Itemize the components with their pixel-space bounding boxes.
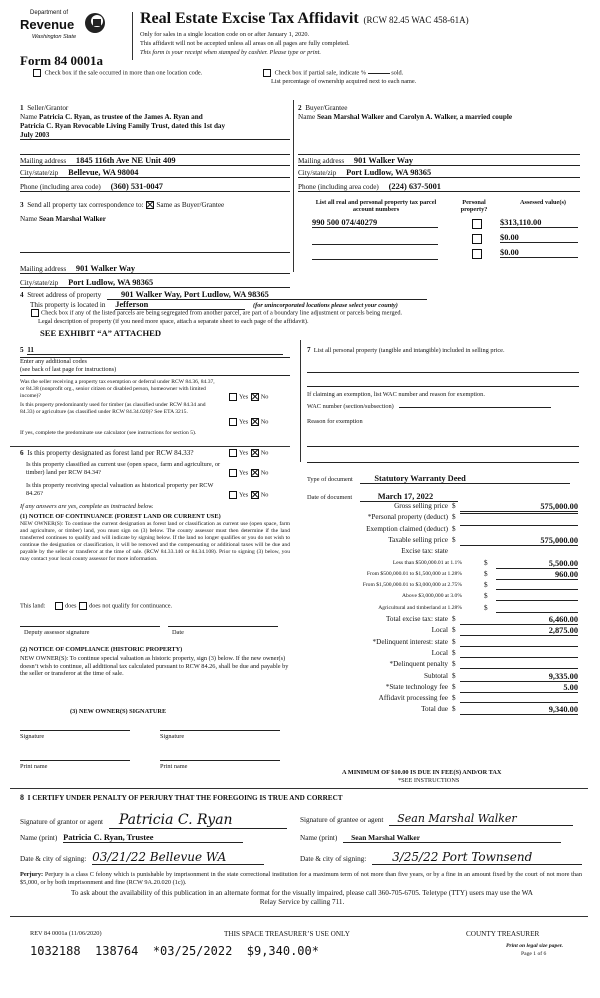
seller-buyer-divider: [293, 100, 294, 272]
page-number: Page 1 of 6: [521, 951, 547, 957]
grantor-date-value[interactable]: 03/21/22 Bellevue WA: [92, 850, 264, 865]
buyer-phone-label: Phone (including area code): [298, 183, 379, 191]
buyer-mailing-row: [298, 154, 580, 166]
sec6-q3-yes-checkbox[interactable]: [229, 491, 237, 499]
this-land-row: [20, 602, 172, 610]
multi-location-checkbox[interactable]: [33, 69, 41, 77]
grantor-date-label: Date & city of signing:: [20, 855, 87, 863]
grantor-signature[interactable]: Patricia C. Ryan: [109, 812, 287, 829]
sec6-q2-answer: [228, 469, 268, 477]
sec6-q1-answer: [228, 449, 268, 457]
new-owner-sig-title: (3) NEW OWNER(S) SIGNATURE: [70, 708, 167, 715]
deputy-sig-label: Deputy assessor signature: [24, 629, 90, 636]
assessed-value[interactable]: $0.00: [500, 233, 578, 243]
same-as-buyer-label: Same as Buyer/Grantee: [156, 201, 225, 209]
form-revision: REV 84 0001a (11/06/2020): [30, 930, 102, 937]
tax-corr-city-value[interactable]: Port Ludlow, WA 98365: [68, 278, 154, 287]
certify-row: 8 I CERTIFY UNDER PENALTY OF PERJURY THAT THE FOREGOING IS TRUE AND CORRECT: [20, 793, 343, 802]
grantee-sig-label: Signature of grantee or agent: [300, 816, 384, 824]
does-not-label: does not qualify for continuance.: [89, 602, 173, 610]
owner-print-line-1[interactable]: [20, 760, 130, 761]
header-note-1: Only for sales in a single location code on or after January 1, 2020.: [140, 31, 310, 38]
sec6-q2: Is this property classified as current use (open space, farm and agriculture, or timber) land per RCW 84.34?: [26, 461, 221, 476]
doc-type-label: Type of document: [307, 476, 353, 483]
segregated-row: [30, 309, 402, 317]
same-as-buyer-checkbox[interactable]: [146, 201, 154, 209]
grantor-sig-row: [20, 812, 287, 829]
tax-calculation: [300, 502, 580, 752]
revenue-logo-icon: [84, 12, 106, 36]
parcel-row-2: [312, 233, 580, 245]
no-label: No: [260, 418, 269, 426]
seller-mailing-value[interactable]: 1845 116th Ave NE Unit 409: [75, 156, 176, 165]
dollar-sign: $: [484, 581, 488, 590]
form-statute: (RCW 82.45 WAC 458-61A): [363, 15, 469, 25]
grantor-name-value[interactable]: Patricia C. Ryan, Trustee: [63, 833, 243, 843]
segregated-label: Check box if any of the listed parcels are being segregated from another parcel, are part of a boundary line adjustment or parcels being merged.: [41, 309, 403, 317]
property-street-row: 4 Street address of property 901 Walker Way, Port Ludlow, WA 98365: [20, 290, 427, 300]
county-value[interactable]: Jefferson: [115, 300, 245, 310]
sec5-q2: Is this property predominantly used for timber (as classified under RCW 84.34 and 84.33) or agriculture (as classified under RCW 84.34.020)? See ETA 3215.: [20, 402, 206, 416]
personal-property-checkbox[interactable]: [472, 249, 482, 259]
sec6-q3-answer: [228, 491, 268, 499]
seller-name-line3[interactable]: July 2003: [20, 131, 290, 140]
grantee-name-value[interactable]: Sean Marshal Walker: [343, 833, 561, 843]
seller-city-row: [20, 168, 290, 178]
buyer-name-value[interactable]: Sean Marshal Walker and Carolyn A. Walker, a married couple: [316, 113, 513, 121]
yes-label: Yes: [239, 449, 249, 457]
segregated-checkbox[interactable]: [31, 309, 39, 317]
total-label: *State technology fee: [385, 682, 448, 691]
legal-paper-note: Print on legal size paper.: [506, 943, 564, 949]
tax-corr-label: Send all property tax correspondence to:: [27, 201, 144, 209]
wac-row: [307, 403, 551, 410]
total-value[interactable]: 9,340.00: [460, 705, 578, 715]
tax-corr-mailing-label: Mailing address: [20, 265, 67, 273]
partial-sale-label: Check box if partial sale, indicate %: [274, 69, 367, 77]
seller-mailing-label: Mailing address: [20, 157, 67, 165]
seller-city-value[interactable]: Bellevue, WA 98004: [68, 168, 139, 177]
owner-sig-line-2[interactable]: [160, 730, 280, 731]
wac-label: WAC number (section/subsection): [307, 403, 394, 410]
total-label: Total excise tax: state: [386, 615, 448, 623]
form-number: Form 84 0001a: [20, 53, 104, 68]
sec6-top-rule: [10, 446, 290, 447]
parcel-number[interactable]: [312, 233, 438, 245]
seller-name-line2[interactable]: Patricia C. Ryan Revocable Living Family Trust, dated this 1st day: [20, 122, 226, 130]
total-label: Local: [431, 648, 448, 657]
total-label: Affidavit processing fee: [378, 694, 448, 703]
sec5-q2-answer: [228, 418, 268, 426]
dollar-sign: $: [484, 569, 488, 578]
parcel-row-3: [312, 248, 580, 260]
sec7-label: List all personal property (tangible and intangible) included in selling price.: [313, 347, 505, 354]
owner-print-label-2: Print name: [160, 763, 188, 770]
sec6-q2-yes-checkbox[interactable]: [229, 469, 237, 477]
reason-label: Reason for exemption: [307, 418, 363, 425]
total-value[interactable]: [460, 638, 578, 647]
dollar-sign: $: [452, 694, 456, 703]
owner-sig-line-1[interactable]: [20, 730, 130, 731]
county-treasurer-label: COUNTY TREASURER: [466, 930, 540, 938]
perjury-paragraph: [20, 871, 582, 888]
seller-name-line1: [20, 113, 203, 121]
certify-text: I CERTIFY UNDER PENALTY OF PERJURY THAT THE FOREGOING IS TRUE AND CORRECT: [27, 794, 343, 802]
reason-line-1[interactable]: [307, 446, 579, 447]
buyer-heading: 2 Buyer/Grantee: [298, 104, 348, 112]
sec6-q1: 6 Is this property designated as forest land per RCW 84.33?: [20, 449, 194, 457]
sec5-additional-codes: Enter any additional codes: [20, 357, 290, 365]
buyer-city-label: City/state/zip: [298, 169, 337, 177]
total-label: Subtotal: [424, 671, 448, 680]
calc-label: Exemption claimed (deduct): [366, 524, 448, 533]
personal-property-checkbox[interactable]: [472, 234, 482, 244]
no-label: No: [260, 469, 269, 477]
dollar-sign: $: [484, 592, 488, 601]
minimum-fee-note: A MINIMUM OF $10.00 IS DUE IN FEE(S) AND/OR TAX: [342, 769, 502, 776]
sec5-q1-no-checkbox[interactable]: [251, 393, 259, 401]
reason-line-2[interactable]: [307, 462, 579, 463]
continuance-text: NEW OWNER(S): To continue the current designation as forest land or classification as current use (open space, farm and agriculture, or timber) land, you must sign on (3) below. The county assessor must then determine if the land transferred continues to qualify and will indicate by signing below. If the land no longer qualifies or you do not wish to continue the designation or classification, it will be removed and the compensating or additional taxes will be due and payable by the seller or transferor at the time of sale. (RCW 84.33.140 or 84.34.108). Prior to signing (3) below, you may contact your local county assessor for more information.: [20, 521, 290, 562]
calc-value[interactable]: [460, 525, 578, 526]
calc-label: *Personal property (deduct): [367, 513, 448, 522]
dollar-sign: $: [452, 615, 456, 623]
sec5-q1: Was the seller receiving a property tax exemption or deferral under RCW 84.36, 84.37, or 84.38 (nonprofit org., senior citizen or disabled person, homeowner with limited income)?: [20, 379, 215, 400]
alt-format-note: To ask about the availability of this publication in an alternate format for the visually impaired, please call 360-705-6705. Teletype (TTY) users may use the WA Relay Service by calling 711.: [71, 889, 533, 907]
buyer-mailing-label: Mailing address: [298, 157, 345, 165]
header-note-3: This form is your receipt when stamped by cashier. Please type or print.: [140, 49, 321, 56]
form-title-row: [140, 10, 469, 28]
street-label: Street address of property: [27, 291, 102, 299]
owner-print-label-1: Print name: [20, 763, 48, 770]
compliance-title: (2) NOTICE OF COMPLIANCE (HISTORIC PROPERTY): [20, 646, 183, 653]
land-does-checkbox[interactable]: [55, 602, 63, 610]
yes-label: Yes: [239, 393, 249, 401]
tax-corr-name-label: Name: [20, 215, 38, 223]
dollar-sign: $: [452, 535, 456, 544]
total-label: Total due: [421, 705, 448, 714]
sec6-note: If any answers are yes, complete as instructed below.: [20, 503, 154, 510]
sec6-q1-yes-checkbox[interactable]: [229, 449, 237, 457]
legal-description-label: Legal description of property (if you need more space, attach a separate sheet to each page of the affidavit).: [38, 318, 309, 325]
buyer-section-label: Buyer/Grantee: [305, 104, 348, 112]
dollar-sign: $: [452, 705, 456, 714]
tax-corr-name-row: [20, 215, 106, 223]
tier-value[interactable]: [496, 592, 578, 601]
grantor-date-row: [20, 850, 264, 865]
deputy-date-line[interactable]: [168, 626, 278, 627]
tier-label: From $500,000.01 to $1,500,000 at 1.28%: [366, 570, 462, 577]
total-value[interactable]: 2,875.00: [460, 626, 578, 636]
grantee-sig-row: [300, 812, 573, 826]
seller-section-label: Seller/Grantor: [27, 104, 69, 112]
total-label: *Delinquent penalty: [389, 660, 448, 669]
dollar-sign: $: [452, 524, 456, 533]
revenue-wordmark: Revenue: [20, 17, 75, 32]
tier-value[interactable]: [496, 604, 578, 613]
calc-label: Gross selling price: [394, 502, 448, 510]
total-value[interactable]: 6,460.00: [460, 615, 578, 625]
perjury-text: Perjury is a class C felony which is punishable by imprisonment in the state correctional institution for a maximum term of not more than five years, or by a fine in an amount fixed by the court of not more than $5,000, or by both imprisonment and fine (RCW 9A.20.020 (1c)).: [20, 871, 583, 887]
parcel-col-header-assessed: Assessed value(s): [519, 199, 566, 206]
sec7-line-1[interactable]: [307, 372, 579, 373]
treasurer-stamp: 1032188 138764 *03/25/2022 $9,340.00*: [30, 944, 319, 958]
unincorporated-note: (for unincorporated locations please select your county): [253, 302, 398, 309]
form-title: Real Estate Excise Tax Affidavit: [140, 10, 359, 27]
does-label: does: [64, 602, 77, 610]
owner-sig-label-1: Signature: [20, 733, 45, 740]
dollar-sign: $: [452, 671, 456, 680]
parcel-number[interactable]: 990 500 074/40279: [312, 218, 438, 228]
tier-label: Above $3,000,000 at 3.0%: [402, 593, 462, 600]
seller-city-label: City/state/zip: [20, 169, 59, 177]
tier-label: Agricultural and timberland at 1.28%: [378, 604, 462, 611]
grantee-signature[interactable]: Sean Marshal Walker: [389, 812, 573, 826]
sec7-line-2[interactable]: [307, 386, 579, 387]
sec5-sec7-divider: [300, 340, 301, 462]
dor-logo: [18, 10, 114, 46]
compliance-text: NEW OWNER(S): To continue special valuation as historic property, sign (3) below. If the new owner(s) doesn’t wish to continue, all additional tax calculated pursuant to RCW 84.26, shall be due and payable by the seller or transferor at the time of sale.: [20, 655, 289, 678]
grantee-date-label: Date & city of signing:: [300, 855, 367, 863]
calc-value[interactable]: 575,000.00: [460, 502, 578, 512]
partial-sale-blank[interactable]: [368, 73, 390, 74]
tax-corr-name-line: [20, 252, 290, 253]
header-note-2: This affidavit will not be accepted unless all areas on all pages are fully completed.: [140, 40, 350, 47]
parcel-row-1: [312, 218, 580, 230]
seller-phone-row: [20, 182, 290, 192]
seller-phone-value[interactable]: (360) 531-0047: [110, 182, 163, 191]
total-label: *Delinquent interest: state: [372, 637, 448, 646]
partial-sale-sold: sold.: [391, 69, 404, 77]
sec5-q2-yes-checkbox[interactable]: [229, 418, 237, 426]
sec5-q3: If yes, complete the predominate use calculator (see instructions for section 5).: [20, 430, 197, 436]
tier-value[interactable]: [496, 581, 578, 590]
sec6-q2-no-checkbox[interactable]: [251, 469, 259, 477]
sec6-q3: Is this property receiving special valuation as historical property per RCW 84.26?: [26, 482, 214, 497]
buyer-name-row: [298, 113, 512, 121]
sec5-codes-line: [20, 375, 290, 376]
parcel-col-header-numbers: List all real and personal property tax parcel account numbers: [315, 199, 437, 213]
sec7-row: 7 List all personal property (tangible and intangible) included in selling price.: [307, 346, 505, 354]
doc-type-value[interactable]: Statutory Warranty Deed: [360, 474, 570, 484]
total-value[interactable]: 5.00: [460, 683, 578, 693]
buyer-phone-row: [298, 182, 580, 192]
sec5-code-row: 5 11: [20, 346, 283, 355]
header-divider: [132, 12, 133, 60]
street-value[interactable]: 901 Walker Way, Port Ludlow, WA 98365: [107, 290, 427, 300]
seller-phone-label: Phone (including area code): [20, 183, 101, 191]
buyer-phone-value[interactable]: (224) 637-5001: [388, 182, 441, 191]
sec5-q1-yes-checkbox[interactable]: [229, 393, 237, 401]
buyer-mailing-value[interactable]: 901 Walker Way: [353, 156, 414, 165]
seller-name-value-1[interactable]: Patricia C. Ryan, as trustee of the James A. Ryan and: [38, 113, 203, 121]
owner-sig-label-2: Signature: [160, 733, 185, 740]
parcel-number[interactable]: [312, 248, 438, 260]
tax-corr-mailing-row: [20, 264, 290, 274]
calc-value[interactable]: 575,000.00: [460, 536, 578, 546]
seller-heading: 1 Seller/Grantor: [20, 104, 69, 112]
buyer-city-row: [298, 168, 580, 178]
tax-corr-city-row: [20, 278, 290, 288]
seller-name-label: Name: [20, 113, 38, 121]
deputy-date-label: Date: [172, 629, 184, 636]
state-line: Washington State: [32, 34, 77, 40]
yes-label: Yes: [239, 418, 249, 426]
perjury-label: Perjury:: [20, 871, 44, 878]
dollar-sign: $: [452, 648, 456, 657]
total-value[interactable]: 9,335.00: [460, 672, 578, 682]
doc-date-label: Date of document: [307, 494, 353, 501]
no-label: No: [260, 393, 269, 401]
grantee-date-row: [300, 850, 582, 865]
deputy-sig-line[interactable]: [20, 626, 160, 627]
dept-line: Department of: [30, 10, 69, 16]
sec6-q1-text: Is this property designated as forest land per RCW 84.33?: [27, 449, 194, 457]
tier-label: From $1,500,000.01 to $3,000,000 at 2.75%: [362, 582, 462, 589]
tax-corr-name-value[interactable]: Sean Marshal Walker: [38, 215, 106, 223]
multi-location-label: Check box if the sale occurred in more than one location code.: [44, 69, 203, 77]
doc-date-row: [307, 492, 458, 502]
buyer-name-label: Name: [298, 113, 316, 121]
yes-label: Yes: [239, 491, 249, 499]
wac-value[interactable]: [399, 407, 551, 408]
tax-corr-row: 3 Send all property tax correspondence to: Same as Buyer/Grantee: [20, 201, 225, 209]
personal-property-checkbox[interactable]: [472, 219, 482, 229]
sec5-see-back: (see back of last page for instructions): [20, 366, 117, 373]
total-value[interactable]: [460, 694, 578, 703]
no-label: No: [260, 491, 269, 499]
partial-sale-row: [262, 69, 403, 77]
parcel-col-header-personal: Personal property?: [460, 199, 488, 213]
doc-date-value[interactable]: March 17, 2022: [360, 492, 458, 502]
grantor-name-row: [20, 833, 243, 843]
total-value[interactable]: [460, 649, 578, 658]
assessed-value[interactable]: $0.00: [500, 248, 578, 258]
dollar-sign: $: [452, 502, 456, 510]
seller-mailing-row: [20, 154, 290, 166]
located-label: This property is located in: [30, 301, 106, 309]
sec6-q3-no-checkbox[interactable]: [251, 491, 259, 499]
excise-tax-label: Excise tax: state: [401, 547, 448, 556]
calc-label: Taxable selling price: [388, 535, 448, 544]
exemption-label: If claiming an exemption, list WAC number and reason for exemption.: [307, 391, 485, 398]
dollar-sign: $: [452, 513, 456, 522]
tier-label: Less than $500,000.01 at 1.1%: [392, 559, 462, 566]
assessed-value[interactable]: $313,110.00: [500, 218, 578, 228]
dollar-sign: $: [484, 558, 488, 567]
partial-sale-checkbox[interactable]: [263, 69, 271, 77]
grantor-sig-label: Signature of grantor or agent: [20, 818, 104, 826]
doc-type-row: [307, 474, 570, 484]
dollar-sign: $: [452, 637, 456, 646]
see-instructions-note: *SEE INSTRUCTIONS: [398, 777, 460, 784]
dollar-sign: $: [452, 660, 456, 669]
tier-value[interactable]: 5,500.00: [496, 559, 578, 569]
sec5-q2-no-checkbox[interactable]: [251, 418, 259, 426]
dollar-sign: $: [452, 682, 456, 691]
total-label: Local: [431, 626, 448, 635]
dollar-sign: $: [484, 603, 488, 612]
continuance-title: (1) NOTICE OF CONTINUANCE (FOREST LAND OR CURRENT USE): [20, 513, 221, 520]
buyer-city-value[interactable]: Port Ludlow, WA 98365: [346, 168, 432, 177]
sec5-code-value[interactable]: 11: [27, 346, 283, 355]
dollar-sign: $: [452, 626, 456, 635]
yes-label: Yes: [239, 469, 249, 477]
grantee-name-label: Name (print): [300, 834, 338, 842]
tax-corr-mailing-value[interactable]: 901 Walker Way: [75, 264, 136, 273]
sec6-q1-no-checkbox[interactable]: [251, 449, 259, 457]
total-value[interactable]: [460, 660, 578, 669]
treasurer-use-only: THIS SPACE TREASURER’S USE ONLY: [224, 930, 350, 938]
tax-corr-city-label: City/state/zip: [20, 279, 59, 287]
this-land-label: This land:: [20, 602, 46, 610]
grantor-name-label: Name (print): [20, 834, 58, 842]
no-label: No: [260, 449, 269, 457]
sec8-top-rule: [10, 788, 588, 789]
sec5-q1-answer: [228, 393, 268, 401]
land-does-not-checkbox[interactable]: [79, 602, 87, 610]
tier-value[interactable]: 960.00: [496, 570, 578, 580]
partial-sale-note: List percentage of ownership acquired next to each name.: [271, 78, 417, 85]
owner-print-line-2[interactable]: [160, 760, 280, 761]
calc-value[interactable]: [460, 513, 578, 514]
multi-location-row: [32, 69, 202, 77]
grantee-name-row: [300, 833, 561, 843]
footer-rule: [10, 916, 588, 917]
grantee-date-value[interactable]: 3/25/22 Port Townsend: [372, 850, 582, 865]
see-exhibit[interactable]: SEE EXHIBIT “A” ATTACHED: [40, 328, 162, 338]
